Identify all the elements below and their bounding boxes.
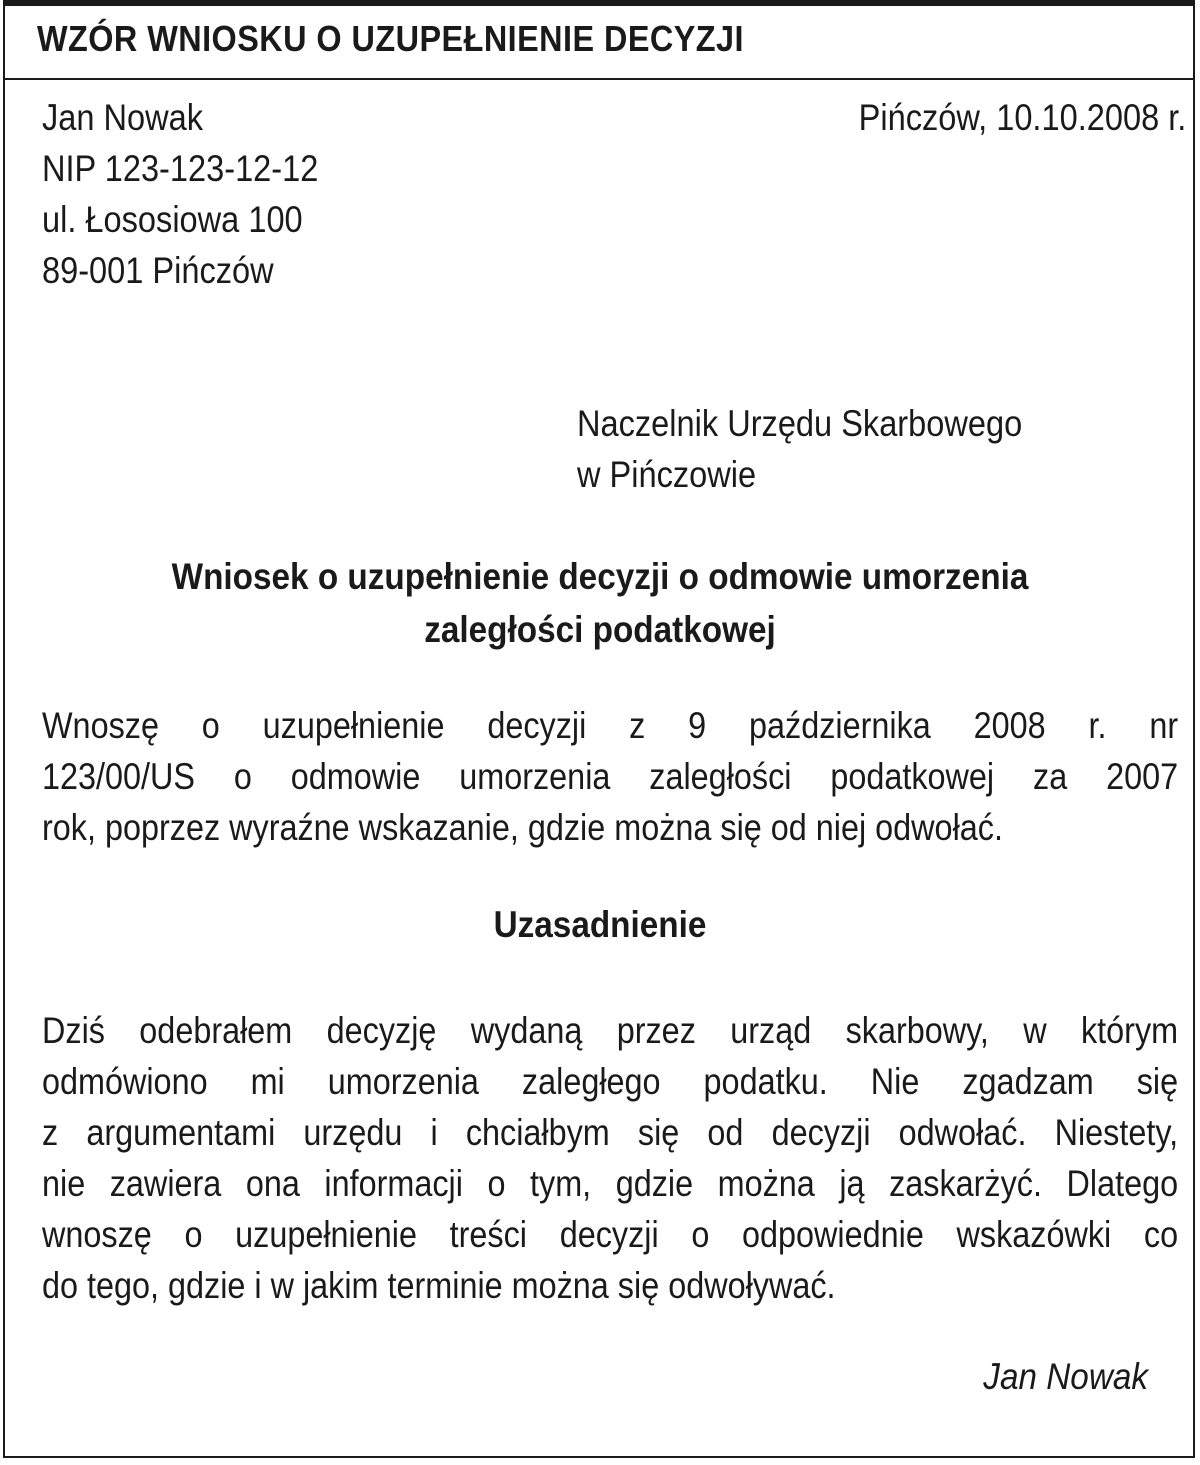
paragraph-line: nie zawiera ona informacji o tym, gdzie można ją zaskarżyć. Dlatego [42,1163,1179,1204]
sender-name: Jan Nowak [42,97,204,138]
paragraph-line: Wnoszę o uzupełnienie decyzji z 9 października 2008 r. nr [42,705,1179,746]
paragraph-line: odmówiono mi umorzenia zaległego podatku. Nie zgadzam się [42,1061,1179,1102]
request-title [60,550,1140,656]
page-title: WZÓR WNIOSKU O UZUPEŁNIENIE DECYZJI [37,18,744,59]
justification-heading: Uzasadnienie [493,904,707,945]
recipient-line-2: w Pińczowie [577,454,757,495]
sender-city: 89-001 Pińczów [42,250,274,291]
paragraph-line: Dziś odebrałem decyzję wydaną przez urząd skarbowy, w którym [42,1010,1179,1051]
request-paragraph [42,700,1178,866]
paragraph-line: wnoszę o uzupełnienie treści decyzji o odpowiednie wskazówki co [42,1214,1179,1255]
sender-address-block [42,92,318,296]
document-header [5,6,1193,80]
justification-paragraph [42,1005,1178,1324]
paragraph-line: rok, poprzez wyraźne wskazanie, gdzie można się od niej odwołać. [42,807,1003,848]
place-and-date: Pińczów, 10.10.2008 r. [858,97,1186,138]
sender-street: ul. Łososiowa 100 [42,199,303,240]
recipient-block [577,398,1022,500]
sender-nip: NIP 123-123-12-12 [42,148,319,189]
paragraph-line: z argumentami urzędu i chciałbym się od decyzji odwołać. Niestety, [42,1112,1179,1153]
paragraph-line: 123/00/US o odmowie umorzenia zaległości podatkowej za 2007 [42,756,1179,797]
request-title-line-2: zaległości podatkowej [424,609,776,650]
request-title-line-1: Wniosek o uzupełnienie decyzji o odmowie umorzenia [171,556,1029,597]
paragraph-line: do tego, gdzie i w jakim terminie można się odwoływać. [42,1265,836,1306]
recipient-line-1: Naczelnik Urzędu Skarbowego [577,403,1023,444]
signature: Jan Nowak [983,1356,1148,1397]
